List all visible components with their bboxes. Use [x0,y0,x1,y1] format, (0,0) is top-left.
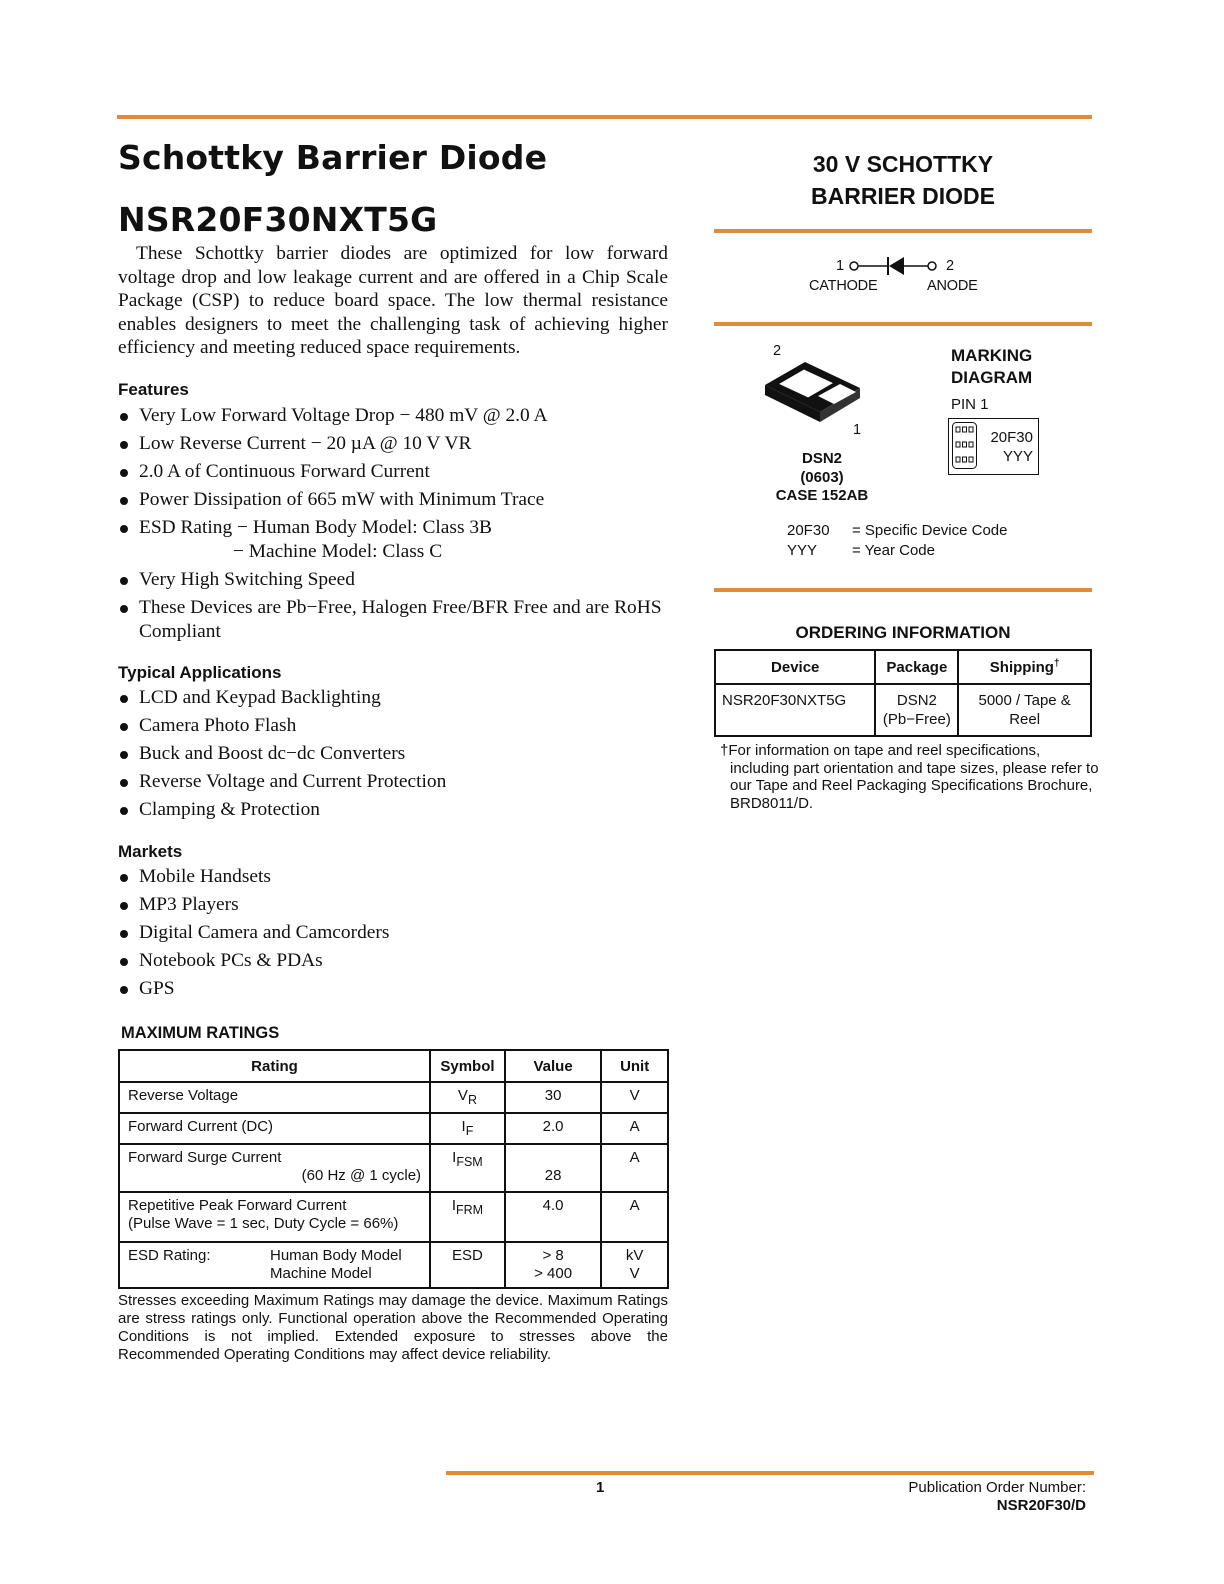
list-item: ESD Rating − Human Body Model: Class 3B − Machine Model: Class C [118,516,678,564]
list-item: MP3 Players [118,893,678,917]
markets-heading: Markets [118,842,183,861]
list-item: Camera Photo Flash [118,714,678,738]
device-summary-title: 30 V SCHOTTKY BARRIER DIODE [810,151,995,209]
pin1-number: 1 [836,258,845,274]
symbol-cell: $I_{FRM}$ [430,1192,505,1242]
max-ratings-title: MAXIMUM RATINGS [121,1024,280,1042]
list-item: Reverse Voltage and Current Protection [118,770,678,794]
rating-cell: Repetitive Peak Forward Current (Pulse Wave = 1 sec, Duty Cycle = 66%) [119,1192,430,1242]
part-number: NSR20F30NXT5G [118,200,438,239]
list-item: Clamping & Protection [118,798,678,822]
ordering-footnote: †For information on tape and reel specifications, including part orientation and tape sizes, please refer to our Tape and Reel Packaging Specifications Brochure, BRD8011/D. [720,742,1099,812]
top-rule [117,115,1092,119]
device-cell: NSR20F30NXT5G [715,684,875,736]
col-header-symbol: Symbol [430,1050,505,1082]
col-header-shipping: Shipping† [958,650,1091,684]
rating-cell: Forward Surge Current (60 Hz @ 1 cycle) [119,1144,430,1192]
intro-paragraph: These Schottky barrier diodes are optimized for low forward voltage drop and low leakage current and are offered in a Chip Scale Package (CSP) to reduce board space. The low thermal resistance enables designers to meet the challenging task of achieving higher efficiency and meeting reduced space requirements. [118,243,668,359]
list-item: GPS [118,977,678,1001]
applications-list [118,686,678,826]
marking-diagram-title: MARKING DIAGRAM [951,346,1033,387]
footer-rule [446,1471,1094,1475]
applications-heading: Typical Applications [118,663,282,682]
table-row [119,1082,668,1113]
rating-cell: ESD Rating: Human Body Model Machine Model [119,1242,430,1288]
unit-cell: A [601,1192,668,1242]
table-row [715,684,1091,736]
features-list [118,404,678,648]
value-cell: 4.0 [505,1192,601,1242]
marking-code: 20F30 YYY [990,429,1033,465]
table-row [119,1242,668,1288]
pin2-number: 2 [946,258,955,274]
value-cell: 30 [505,1082,601,1113]
table-row [119,1144,668,1192]
package-cell: DSN2 (Pb−Free) [875,684,958,736]
symbol-cell: $V_R$ [430,1082,505,1113]
max-ratings-table [118,1049,669,1289]
col-header-value: Value [505,1050,601,1082]
ordering-table [714,649,1092,737]
shipping-cell: 5000 / Tape & Reel [958,684,1091,736]
table-header-row [715,650,1091,684]
chip-pads-icon [952,422,977,469]
table-row [119,1192,668,1242]
marking-box [948,418,1039,475]
right-rule-1 [714,229,1092,233]
value-cell: 28 [505,1144,601,1192]
esd-sub-item: − Machine Model: Class C [233,541,443,562]
list-item: LCD and Keypad Backlighting [118,686,678,710]
publication-order-number: Publication Order Number: NSR20F30/D [908,1479,1086,1514]
document-title: Schottky Barrier Diode [118,138,548,177]
ordering-title: ORDERING INFORMATION [795,623,1011,642]
col-header-rating: Rating [119,1050,430,1082]
package-name: DSN2 (0603) CASE 152AB [775,450,869,504]
list-item: Mobile Handsets [118,865,678,889]
table-row [119,1113,668,1144]
col-header-unit: Unit [601,1050,668,1082]
list-item: 2.0 A of Continuous Forward Current [118,460,678,484]
legend-row: YYY = Year Code [787,542,935,559]
col-header-package: Package [875,650,958,684]
unit-cell: A [601,1113,668,1144]
package-pin2-label: 2 [773,343,782,359]
features-heading: Features [118,380,189,399]
pin1-label: PIN 1 [951,396,989,413]
symbol-cell: $I_F$ [430,1113,505,1144]
unit-cell: A [601,1144,668,1192]
list-item: Notebook PCs & PDAs [118,949,678,973]
rating-cell: Reverse Voltage [119,1082,430,1113]
symbol-cell: ESD [430,1242,505,1288]
col-header-device: Device [715,650,875,684]
list-item: Buck and Boost dc−dc Converters [118,742,678,766]
markets-list [118,865,678,1005]
cathode-label: CATHODE [809,278,878,294]
table-header-row [119,1050,668,1082]
list-item: These Devices are Pb−Free, Halogen Free/BFR Free and are RoHS Compliant [118,596,678,644]
value-cell: 2.0 [505,1113,601,1144]
page-number: 1 [596,1479,605,1496]
symbol-cell: $I_{FSM}$ [430,1144,505,1192]
unit-cell: V [601,1082,668,1113]
unit-cell: kV V [601,1242,668,1288]
value-cell: > 8 > 400 [505,1242,601,1288]
legend-row: 20F30 = Specific Device Code [787,522,1008,539]
right-rule-2 [714,322,1092,326]
rating-cell: Forward Current (DC) [119,1113,430,1144]
list-item: Very High Switching Speed [118,568,678,592]
marking-legend [787,521,1008,561]
list-item: Digital Camera and Camcorders [118,921,678,945]
list-item: Power Dissipation of 665 mW with Minimum Trace [118,488,678,512]
right-rule-3 [714,588,1092,592]
max-ratings-note: Stresses exceeding Maximum Ratings may damage the device. Maximum Ratings are stress ratings only. Functional operation above the Recommended Operating Conditions is not implied. Extended exposure to stresses above the Recommended Operating Conditions may affect device reliability. [118,1292,668,1363]
list-item: Low Reverse Current − 20 µA @ 10 V VR [118,432,678,456]
package-pin1-label: 1 [853,422,862,438]
list-item: Very Low Forward Voltage Drop − 480 mV @ 2.0 A [118,404,678,428]
anode-label: ANODE [927,278,978,294]
